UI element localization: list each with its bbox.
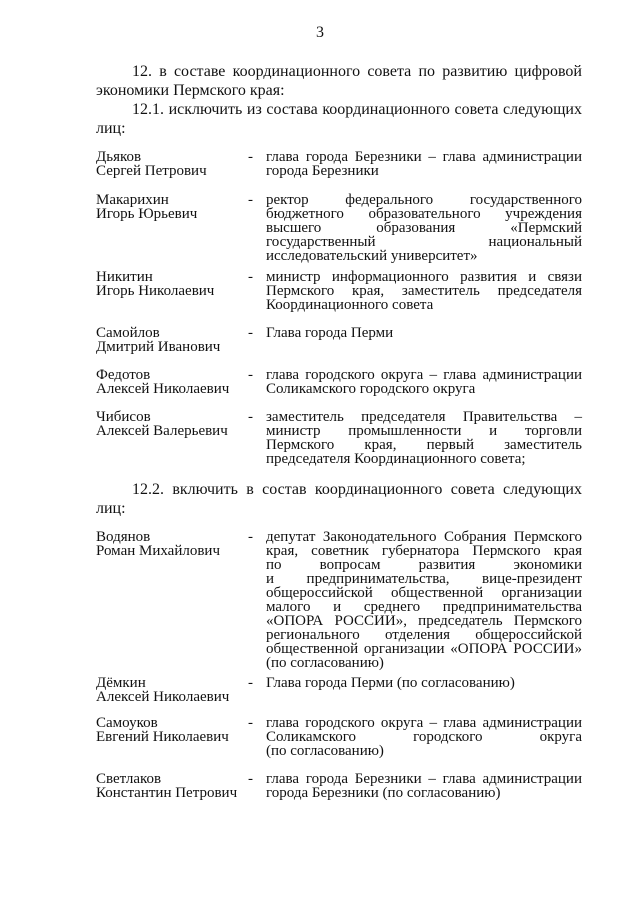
surname: Федотов: [96, 367, 151, 383]
position-description: [266, 772, 582, 800]
person-name: [96, 326, 246, 354]
position-description: [266, 410, 582, 466]
section-12-2-line1: 12.2. включить в состав координационного совета следующих: [132, 481, 582, 498]
person-name: [96, 530, 246, 558]
section-12-1-line2: лиц:: [96, 120, 126, 137]
person-name: [96, 368, 246, 396]
description-line: высшего образования «Пермский: [266, 220, 582, 236]
description-line: Глава города Перми (по согласованию): [266, 675, 515, 691]
given-names: Сергей Петрович: [96, 163, 207, 179]
given-names: Алексей Николаевич: [96, 381, 230, 397]
description-line: Глава города Перми: [266, 325, 394, 341]
page-number: 3: [316, 24, 324, 41]
section-12-1-line1: 12.1. исключить из состава координационного совета следующих: [132, 101, 582, 118]
description-line: Соликамского городского округа: [266, 381, 476, 397]
description-line: общественной организации «ОПОРА РОССИИ»: [266, 641, 582, 657]
description-line: (по согласованию): [266, 655, 384, 671]
surname: Самойлов: [96, 325, 160, 341]
given-names: Дмитрий Иванович: [96, 339, 221, 355]
description-line: глава городского округа – глава администрации: [266, 715, 582, 731]
person-name: [96, 270, 246, 298]
dash: -: [248, 192, 253, 208]
position-description: [266, 716, 582, 758]
given-names: Алексей Николаевич: [96, 689, 230, 705]
person-name: [96, 150, 246, 178]
description-line: глава города Березники – глава администрации: [266, 149, 582, 165]
surname: Дёмкин: [96, 675, 146, 691]
surname: Чибисов: [96, 409, 151, 425]
surname: Дьяков: [96, 149, 142, 165]
dash: -: [248, 529, 253, 545]
position-description: [266, 150, 582, 178]
description-line: Соликамского городского округа: [266, 729, 582, 745]
person-name: [96, 410, 246, 438]
description-line: малого и среднего предпринимательства: [266, 599, 582, 615]
dash: -: [248, 269, 253, 285]
section-12-line2: экономики Пермского края:: [96, 82, 285, 99]
person-name: [96, 676, 246, 704]
dash: -: [248, 149, 253, 165]
description-line: государственный национальный: [266, 234, 582, 250]
given-names: Роман Михайлович: [96, 543, 220, 559]
description-line: заместитель председателя Правительства –: [266, 409, 582, 425]
given-names: Константин Петрович: [96, 785, 238, 801]
description-line: Координационного совета: [266, 297, 434, 313]
dash: -: [248, 367, 253, 383]
given-names: Евгений Николаевич: [96, 729, 229, 745]
surname: Самоуков: [96, 715, 158, 731]
position-description: [266, 326, 582, 340]
position-description: [266, 530, 582, 670]
given-names: Алексей Валерьевич: [96, 423, 228, 439]
position-description: [266, 368, 582, 396]
description-line: и предпринимательства, вице-президент: [266, 571, 582, 587]
dash: -: [248, 771, 253, 787]
person-name: [96, 193, 246, 221]
description-line: общероссийской общественной организации: [266, 585, 582, 601]
given-names: Игорь Николаевич: [96, 283, 215, 299]
person-name: [96, 772, 246, 800]
description-line: края, советник губернатора Пермского края: [266, 543, 582, 559]
section-12-2-line2: лиц:: [96, 500, 126, 517]
description-line: Пермского края, первый заместитель: [266, 437, 582, 453]
description-line: депутат Законодательного Собрания Пермского: [266, 529, 582, 545]
description-line: ректор федерального государственного: [266, 192, 582, 208]
description-line: города Березники (по согласованию): [266, 785, 501, 801]
dash: -: [248, 675, 253, 691]
description-line: «ОПОРА РОССИИ», председатель Пермского: [266, 613, 582, 629]
description-line: глава города Березники – глава администрации: [266, 771, 582, 787]
description-line: по вопросам развития экономики: [266, 557, 582, 573]
dash: -: [248, 325, 253, 341]
surname: Светлаков: [96, 771, 162, 787]
dash: -: [248, 409, 253, 425]
surname: Никитин: [96, 269, 153, 285]
dash: -: [248, 715, 253, 731]
description-line: глава городского округа – глава администрации: [266, 367, 582, 383]
description-line: министр информационного развития и связи: [266, 269, 582, 285]
description-line: Пермского края, заместитель председателя: [266, 283, 582, 299]
description-line: регионального отделения общероссийской: [266, 627, 582, 643]
surname: Макарихин: [96, 192, 169, 208]
given-names: Игорь Юрьевич: [96, 206, 198, 222]
position-description: [266, 193, 582, 263]
person-name: [96, 716, 246, 744]
surname: Водянов: [96, 529, 151, 545]
description-line: бюджетного образовательного учреждения: [266, 206, 582, 222]
description-line: исследовательский университет»: [266, 248, 478, 264]
position-description: [266, 676, 582, 690]
description-line: председателя Координационного совета;: [266, 451, 526, 467]
description-line: (по согласованию): [266, 743, 384, 759]
position-description: [266, 270, 582, 312]
section-12-line1: 12. в составе координационного совета по развитию цифровой: [132, 63, 582, 80]
description-line: города Березники: [266, 163, 379, 179]
description-line: министр промышленности и торговли: [266, 423, 582, 439]
